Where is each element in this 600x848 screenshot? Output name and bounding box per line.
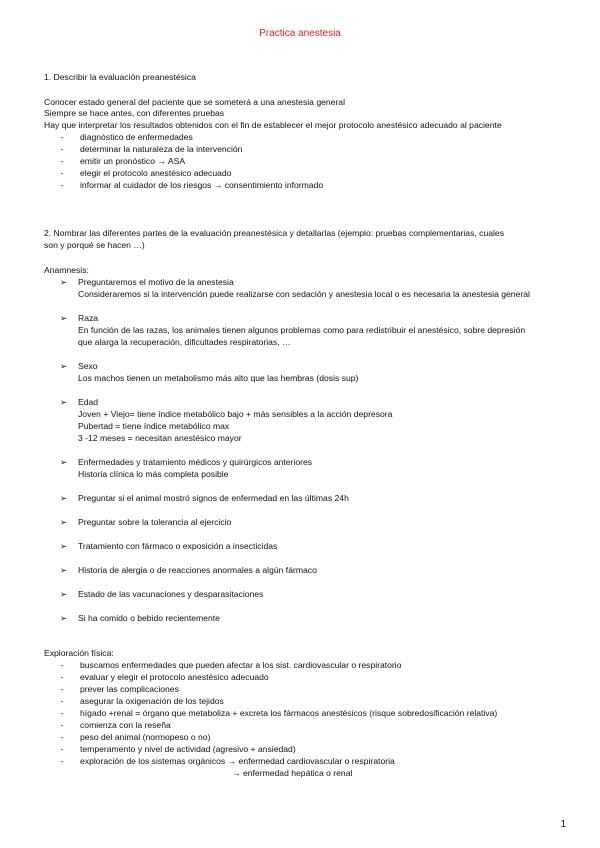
- list-item: - informar al cuidador de los riesgos → consentimiento informado: [60, 180, 324, 190]
- paragraph-line: Hay que interpretar los resultados obtenidos con el fin de establecer el mejor protocolo anestésico adecuado al paciente: [44, 120, 502, 130]
- bullet-item: ➢ Si ha comido o bebido recientemente: [60, 613, 220, 623]
- list-item-continuation: → enfermedad hepática o renal: [232, 768, 353, 778]
- paragraph-line: Siempre se hace antes, con diferentes pruebas: [44, 108, 225, 118]
- bullet-item: ➢ Edad: [60, 397, 99, 407]
- bullet-detail: Pubertad = tiene índice metabólico max: [78, 421, 230, 431]
- section-2-heading: 2. Nombrar las diferentes partes de la evaluación preanestésica y detallarlas (ejemplo: pruebas complementarias, cuales: [44, 228, 505, 238]
- bullet-detail: Los machos tienen un metabolismo más alto que las hembras (dosis sup): [78, 373, 359, 383]
- bullet-item: ➢ Raza: [60, 313, 99, 323]
- list-item: - prever las complicaciones: [60, 684, 179, 694]
- bullet-item: ➢ Historia de alergia o de reacciones anormales a algún fármaco: [60, 565, 317, 575]
- bullet-item: ➢ Preguntar sobre la tolerancia al ejercicio: [60, 517, 232, 527]
- bullet-item: ➢ Preguntaremos el motivo de la anestesia: [60, 277, 234, 287]
- list-item: - temperamento y nivel de actividad (agresivo + ansiedad): [60, 744, 296, 754]
- list-item: - elegir el protocolo anestésico adecuado: [60, 168, 232, 178]
- list-item: - hígado +renal = órgano que metaboliza + excreta los fármacos anestésicos (risque sobredosificación relativa): [60, 708, 498, 718]
- list-item: - comienza con la reseña: [60, 720, 171, 730]
- page-title: Practica anestesia: [259, 28, 341, 39]
- list-item: - buscamos enfermedades que pueden afectar a los sist. cardiovascular o respiratorio: [60, 660, 402, 670]
- section-1-heading: 1. Describir la evaluación preanestésica: [44, 72, 196, 82]
- list-item: - determinar la naturaleza de la intervención: [60, 144, 243, 154]
- list-item: - exploración de los sistemas orgánicos → enfermedad cardiovascular o respiratoria: [60, 756, 395, 766]
- bullet-detail: Joven + Viejo= tiene índice metabólico bajo + más sensibles a la acción depresora: [78, 409, 393, 419]
- page-number: 1: [560, 818, 566, 830]
- exploracion-label: Exploración física:: [44, 648, 114, 658]
- bullet-detail: Consideraremos si la intervención puede realizarse con sedación y anestesia local o es necesaria la anestesia general: [78, 289, 530, 299]
- section-2-heading-cont: son y porqué se hacen …): [44, 240, 145, 250]
- list-item: - evaluar y elegir el protocolo anestésico adecuado: [60, 672, 269, 682]
- bullet-item: ➢ Tratamiento con fármaco o exposición a insecticidas: [60, 541, 278, 551]
- anamnesis-label: Anamnesis:: [44, 265, 89, 275]
- list-item: - asegurar la oxigenación de los tejidos: [60, 696, 224, 706]
- bullet-detail: que alarga la recuperación, dificultades respiratorias, …: [78, 337, 291, 347]
- bullet-detail: 3 -12 meses = necesitan anestésico mayor: [78, 433, 242, 443]
- bullet-item: ➢ Sexo: [60, 361, 98, 371]
- bullet-detail: Historia clínica lo más completa posible: [78, 469, 229, 479]
- bullet-detail: En función de las razas, los animales tienen algunos problemas como para redistribuir el anestésico, sobre depresión: [78, 325, 526, 335]
- list-item: - emitir un pronóstico → ASA: [60, 156, 186, 166]
- paragraph-line: Conocer estado general del paciente que se someterá a una anestesia general: [44, 97, 345, 107]
- bullet-item: ➢ Preguntar si el animal mostró signos de enfermedad en las últimas 24h: [60, 493, 349, 503]
- list-item: - diagnóstico de enfermedades: [60, 132, 193, 142]
- list-item: - peso del animal (normopeso o no): [60, 732, 211, 742]
- bullet-item: ➢ Enfermedades y tratamiento médicos y quirúrgicos anteriores: [60, 457, 313, 467]
- bullet-item: ➢ Estado de las vacunaciones y desparasitaciones: [60, 589, 264, 599]
